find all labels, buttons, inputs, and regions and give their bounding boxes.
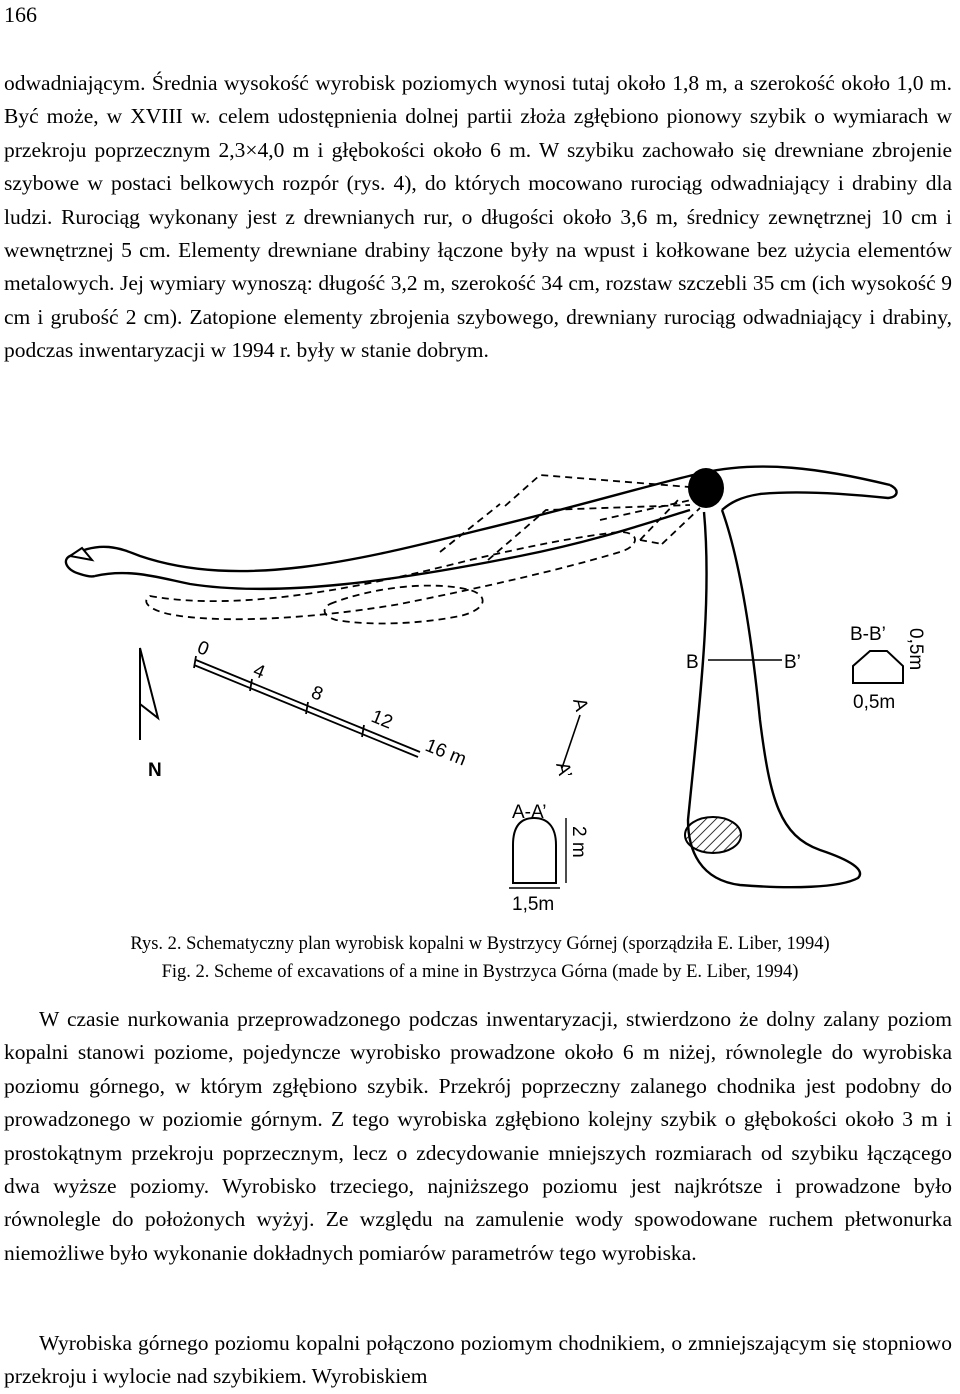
- section-b-end-label: B’: [784, 652, 801, 673]
- paragraph-1: odwadniającym. Średnia wysokość wyrobisk poziomych wynosi tutaj około 1,8 m, a szerokość około 1,0 m. Być może, w XVIII w. celem udostępnienia dolnej partii złoża zgłębiono pionowy szybik o wymiarach w przekroju poprzecznym 2,3×4,0 m i głębokości około 6 m. W szybiku zachowało się drewniane zbrojenie szybowe w postaci belkowych rozpór (rys. 4), do których mocowano rurociąg odwadniający i drabiny dla ludzi. Rurociąg wykonany jest z drewnianych rur, o długości około 3,6 m, średnicy zewnętrznej 10 cm i wewnętrznej 5 cm. Elementy drewniane drabiny łączone były na wpust i kołkowane bez użycia elementów metalowych. Jej wymiary wynoszą: długość 3,2 m, szerokość 34 cm, rozstaw szczebli 35 cm (ich wysokość 9 cm i grubość 2 cm). Zatopione elementy zbrojenia szybowego, drewniany rurociąg odwadniający i drabiny, podczas inwentaryzacji w 1994 r. były w stanie dobrym.: [4, 71, 952, 363]
- section-b-title: B-B’: [850, 624, 886, 645]
- scale-bar: [194, 656, 420, 757]
- scale-tick-12: 12: [368, 706, 396, 734]
- section-a-profile: [513, 818, 556, 883]
- section-a-title: A-A’: [512, 802, 547, 823]
- scale-tick-16: 16 m: [422, 735, 470, 771]
- section-a-end-label: A’: [551, 759, 576, 781]
- north-arrow: [140, 648, 158, 740]
- section-b-profile: [853, 651, 903, 683]
- paragraph-2: W czasie nurkowania przeprowadzonego podczas inwentaryzacji, stwierdzono że dolny zalany poziom kopalni stanowi poziome, pojedyncze wyrobisko prowadzone około 6 m niżej, równolegle do wyrobiska poziomu górnego, w którym zgłębiono szybik. Przekrój poprzeczny zalanego chodnika jest podobny do prowadzonego w poziomie górnym. Z tego wyrobiska zgłębiono kolejny szybik o głębokości około 3 m i prostokątnym przekroju poprzecznym, lecz o zdecydowanie mniejszych rozmiarach od szybiku łączącego dwa wyższe poziomy. Wyrobisko trzeciego, najniższego poziomu jest najkrótsze i prowadzone było równolegle do położonych wyżyj. Ze względu na zamulenie wody spowodowane ruchem płetwonurka niemożliwe było wykonanie dokładnych pomiarów parametrów tego wyrobiska.: [4, 1007, 952, 1265]
- paragraph-3: Wyrobiska górnego poziomu kopalni połączono poziomym chodnikiem, o zmniejszającym się stopniowo przekroju i wylocie nad szybikiem. Wyrobiskiem: [4, 1331, 952, 1389]
- main-gallery: [66, 467, 897, 888]
- scale-tick-8: 8: [308, 682, 326, 706]
- mine-plan-figure: [0, 440, 960, 925]
- section-b-width-label: 0,5m: [853, 692, 896, 713]
- section-a-height-label: 2 m: [568, 826, 589, 858]
- figure-caption-english: Fig. 2. Scheme of excavations of a mine in Bystrzyca Górna (made by E. Liber, 1994): [161, 962, 799, 982]
- page-number: 166: [4, 2, 37, 27]
- north-label: N: [148, 760, 162, 781]
- section-b-height-label: 0,5m: [905, 628, 926, 671]
- section-b-start-label: B: [686, 652, 699, 673]
- shaft-top: [688, 468, 724, 508]
- figure-caption-polish: Rys. 2. Schematyczny plan wyrobisk kopalni w Bystrzycy Górnej (sporządziła E. Liber, 1994): [130, 934, 830, 954]
- section-a-width-label: 1,5m: [512, 894, 555, 915]
- scale-tick-0: 0: [194, 637, 212, 661]
- scale-tick-4: 4: [250, 660, 268, 684]
- shaft-bottom-hatched: [685, 817, 741, 853]
- section-a-start-label: A: [568, 695, 592, 714]
- lower-levels-dashed: [146, 475, 702, 623]
